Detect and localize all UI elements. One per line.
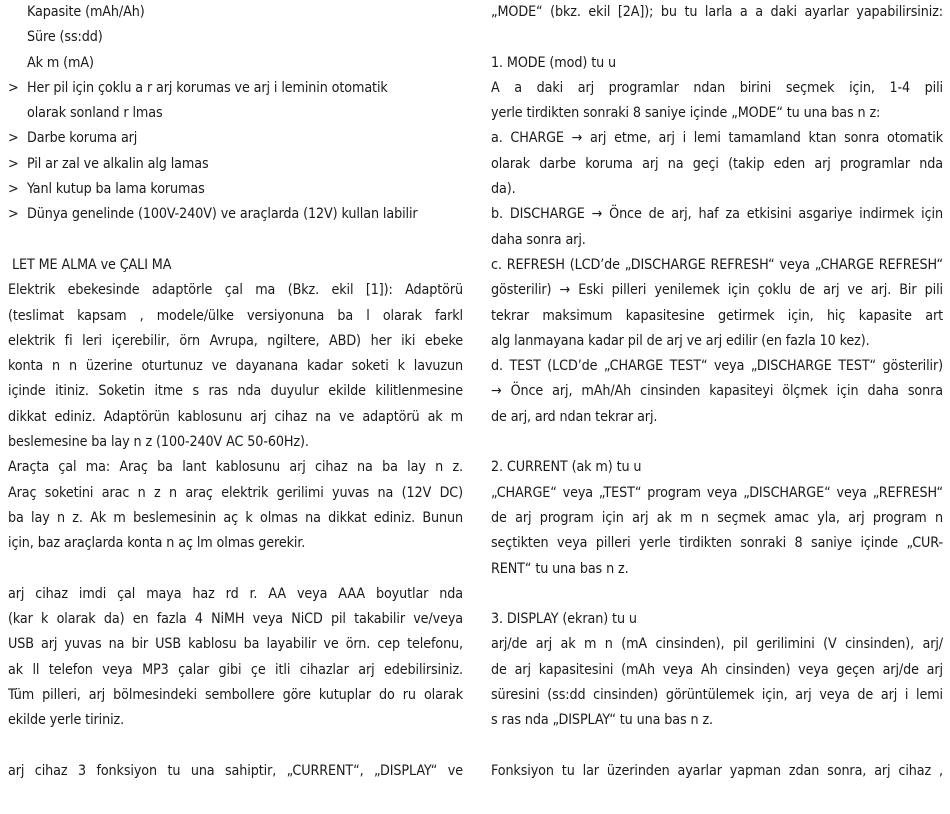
paragraph-line: Araçta çal ma: Araç ba lant kablosunu arj cihaz na ba lay n z.	[8, 459, 463, 476]
display-heading: 3. DISPLAY (ekran) tu u	[491, 611, 637, 628]
spacer	[8, 557, 463, 582]
bullet-marker: >	[8, 130, 19, 147]
feature-item	[8, 126, 463, 151]
paragraph-line: daha sonra arj.	[491, 231, 586, 248]
paragraph-line: ba lay n z. Ak m beslemesinin aç k olmas na dikkat ediniz. Bunun	[8, 509, 463, 526]
feature-text: olarak sonland r lmas	[27, 105, 163, 122]
paragraph-line: arj/de arj ak m n (mA cinsinden), pil gerilimini (V cinsinden), arj/	[491, 636, 943, 653]
feature-text: Her pil için çoklu a r arj korumas ve arj i leminin otomatik	[27, 79, 388, 96]
spacer	[8, 228, 463, 253]
paragraph-line: Araç soketini arac n z n araç elektrik gerilimi yuvas na (12V DC)	[8, 484, 463, 501]
feature-item	[8, 177, 463, 202]
feature-text: Darbe koruma arj	[27, 130, 138, 147]
paragraph-line: da).	[491, 181, 516, 198]
paragraph-line: alg lanmayana kadar pil de arj ve arj edilir (en fazla 10 kez).	[491, 332, 870, 349]
spacer	[491, 582, 943, 607]
spacer	[491, 430, 943, 455]
mode-heading: 1. MODE (mod) tu u	[491, 54, 617, 71]
paragraph-line: de arj, ard ndan tekrar arj.	[491, 408, 658, 425]
bullet-marker: >	[8, 181, 19, 198]
feature-item-continued	[8, 101, 463, 126]
bullet-marker: >	[8, 206, 19, 223]
paragraph-line: için, baz araçlarda konta n aç lm olmas gerekir.	[8, 535, 306, 552]
paragraph-line: Elektrik ebekesinde adaptörle çal ma (Bkz. ekil [1]): Adaptörü	[8, 282, 463, 299]
feature-item	[8, 202, 463, 227]
paragraph-line: süresini (ss:dd cinsinden) görüntülemek için, arj veya de arj i lemi	[491, 687, 943, 704]
feature-item	[8, 152, 463, 177]
paragraph-line: A a daki arj programlar ndan birini seçmek için, 1-4 pili	[491, 79, 943, 96]
spacer	[491, 734, 943, 759]
paragraph-line: arj cihaz 3 fonksiyon tu una sahiptir, „CURRENT“, „DISPLAY“ ve	[8, 762, 463, 779]
paragraph-line: s ras nda „DISPLAY“ tu una bas n z.	[491, 712, 714, 729]
paragraph-line: (teslimat kapsam , modele/ülke versiyonuna ba l olarak farkl	[8, 307, 463, 324]
paragraph-line: içinde itiniz. Soketin itme s ras nda duyulur ekilde kilitlenmesine	[8, 383, 463, 400]
bullet-marker: >	[8, 155, 19, 172]
paragraph-line: seçtikten veya pilleri yerle tirdikten sonraki 8 saniye içinde „CUR-	[491, 535, 943, 552]
paragraph-line: ak ll telefon veya MP3 çalar gibi çe itli cihazlar arj edebilirsiniz.	[8, 661, 463, 678]
paragraph-line: Fonksiyon tu lar üzerinden ayarlar yapman zdan sonra, arj cihaz ,	[491, 762, 943, 779]
paragraph-line: Tüm pilleri, arj bölmesindeki sembollere göre kutuplar do ru olarak	[8, 687, 463, 704]
paragraph-line: (kar k olarak da) en fazla 4 NiMH veya NiCD pil takabilir ve/veya	[8, 611, 463, 628]
paragraph-line: „CHARGE“ veya „TEST“ program veya „DISCHARGE“ veya „REFRESH“	[491, 484, 943, 501]
feature-text: Dünya genelinde (100V-240V) ve araçlarda (12V) kullan labilir	[27, 206, 418, 223]
paragraph-line: olarak darbe koruma arj na geçi (takip eden arj programlar nda	[491, 155, 943, 172]
paragraph-line: de arj program için arj ak m n seçmek amac yla, arj program n	[491, 509, 943, 526]
paragraph-line: yerle tirdikten sonraki 8 saniye içinde „MODE“ tu una bas n z:	[491, 105, 881, 122]
paragraph-line: a. CHARGE → arj etme, arj i lemi tamamland ktan sonra otomatik	[491, 130, 943, 147]
paragraph-line: beslemesine ba lay n z (100-240V AC 50-60Hz).	[8, 434, 309, 451]
right-column	[491, 0, 943, 784]
paragraph-line: konta n n üzerine oturtunuz ve dayanana kadar soketi k lavuzun	[8, 358, 463, 375]
spec-duration: Süre (ss:dd)	[27, 29, 103, 46]
paragraph-line: b. DISCHARGE → Önce de arj, haf za etkisini asgariye indirmek için	[491, 206, 943, 223]
paragraph-line: RENT“ tu una bas n z.	[491, 560, 629, 577]
section-heading: LET ME ALMA ve ÇALI MA	[12, 256, 172, 273]
paragraph-line: „MODE“ (bkz. ekil [2A]); bu tu larla a a daki ayarlar yapabilirsiniz:	[491, 4, 943, 20]
paragraph-line: dikkat ediniz. Adaptörün kablosunu arj cihaz na ve adaptörü ak m	[8, 408, 463, 425]
paragraph-line: ekilde yerle tiriniz.	[8, 712, 125, 729]
paragraph-line: arj cihaz imdi çal maya haz rd r. AA veya AAA boyutlar nda	[8, 585, 463, 602]
spacer	[491, 25, 943, 50]
spacer	[8, 734, 463, 759]
paragraph-line: → Önce arj, mAh/Ah cinsinden kapasiteyi ölçmek için daha sonra	[491, 383, 943, 400]
paragraph-line: gösterilir) → Eski pilleri yenilemek için çoklu de arj ve arj. Bir pili	[491, 282, 943, 299]
spec-current: Ak m (mA)	[27, 54, 94, 71]
current-heading: 2. CURRENT (ak m) tu u	[491, 459, 642, 476]
paragraph-line: tekrar maksimum kapasitesine getirmek için, hiç kapasite art	[491, 307, 943, 324]
paragraph-line: d. TEST (LCD’de „CHARGE TEST“ veya „DISCHARGE TEST“ gösterilir)	[491, 358, 943, 375]
feature-text: Pil ar zal ve alkalin alg lamas	[27, 155, 209, 172]
feature-item	[8, 76, 463, 101]
spec-capacity: Kapasite (mAh/Ah)	[27, 4, 145, 20]
paragraph-line: de arj kapasitesini (mAh veya Ah cinsinden) veya geçen arj/de arj	[491, 661, 943, 678]
feature-text: Yanl kutup ba lama korumas	[27, 181, 205, 198]
left-column	[8, 0, 463, 784]
paragraph-line: c. REFRESH (LCD’de „DISCHARGE REFRESH“ veya „CHARGE REFRESH“	[491, 256, 943, 273]
paragraph-line: USB arj yuvas na bir USB kablosu ba layabilir ve örn. cep telefonu,	[8, 636, 463, 653]
bullet-marker: >	[8, 79, 19, 96]
paragraph-line: elektrik fi leri içerebilir, örn Avrupa, ngiltere, ABD) her iki ebeke	[8, 332, 463, 349]
